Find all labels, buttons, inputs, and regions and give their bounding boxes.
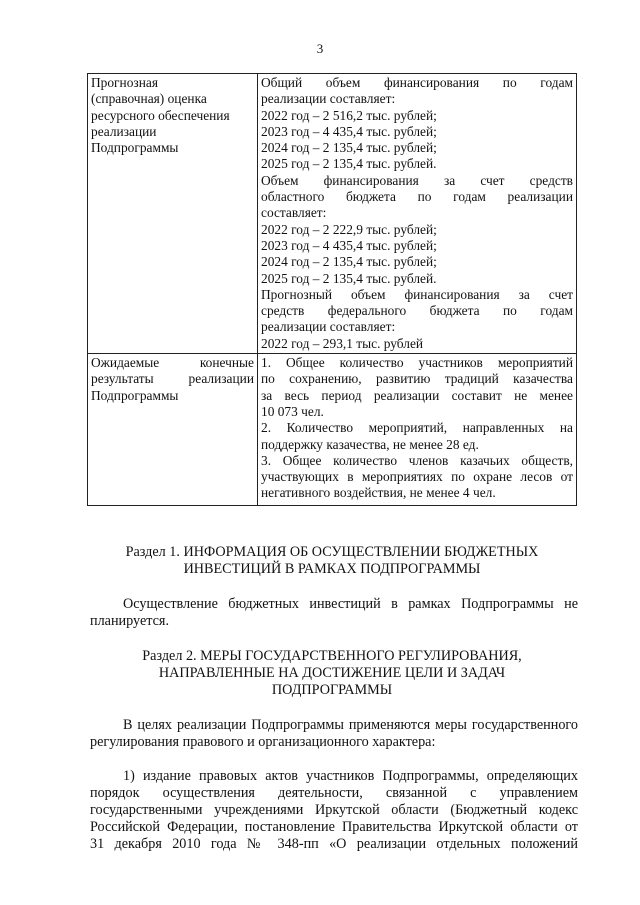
label-line: результаты реализации bbox=[91, 371, 254, 387]
result-line: 10 073 чел. bbox=[261, 403, 324, 419]
paragraph-line: В целях реализации Подпрограммы применяются меры государственного bbox=[123, 717, 578, 733]
result-line: 3. Общее количество членов казачьих обществ, bbox=[261, 452, 573, 468]
content-line: реализации составляет: bbox=[261, 91, 396, 107]
funding-year-line: 2023 год – 4 435,4 тыс. рублей; bbox=[261, 237, 437, 253]
paragraph-line: регулирования правового и организационного характера: bbox=[90, 734, 436, 750]
expected-results-label bbox=[88, 354, 258, 506]
content-line: составляет: bbox=[261, 205, 327, 221]
paragraph-line: 1) издание правовых актов участников Подпрограммы, определяющих bbox=[123, 768, 578, 784]
result-line: за весь период реализации составит не менее bbox=[261, 387, 573, 403]
heading-line: ИНВЕСТИЦИЙ В РАМКАХ ПОДПРОГРАММЫ bbox=[183, 561, 481, 577]
section2-paragraph-intro bbox=[90, 717, 578, 751]
paragraph-line: государственными учреждениями Иркутской области (Бюджетный кодекс bbox=[90, 802, 578, 818]
result-line: 1. Общее количество участников мероприятий bbox=[261, 355, 573, 371]
content-line: Общий объем финансирования по годам bbox=[261, 75, 573, 90]
funding-year-line: 2022 год – 293,1 тыс. рублей bbox=[261, 335, 424, 351]
funding-year-line: 2024 год – 2 135,4 тыс. рублей; bbox=[261, 254, 437, 270]
paragraph-line: 31 декабря 2010 года № 348-пп «О реализации отдельных положений bbox=[90, 836, 578, 852]
result-line: 2. Количество мероприятий, направленных на bbox=[261, 420, 573, 436]
funding-year-line: 2022 год – 2 516,2 тыс. рублей; bbox=[261, 107, 437, 123]
label-line: (справочная) оценка bbox=[91, 91, 207, 107]
content-line: средств федерального бюджета по годам bbox=[261, 303, 573, 319]
section2-heading bbox=[90, 648, 574, 699]
label-line: Ожидаемые конечные bbox=[91, 355, 254, 371]
result-line: по сохранению, развитию традиций казачества bbox=[261, 371, 573, 387]
heading-line: Раздел 1. ИНФОРМАЦИЯ ОБ ОСУЩЕСТВЛЕНИИ БЮДЖЕТНЫХ bbox=[125, 544, 539, 560]
label-line: Подпрограммы bbox=[91, 387, 179, 403]
label-line: ресурсного обеспечения bbox=[91, 107, 230, 123]
paragraph-line: планируется. bbox=[90, 613, 170, 629]
paragraph-line: Российской Федерации, постановление Правительства Иркутской области от bbox=[90, 819, 578, 835]
content-line: реализации составляет: bbox=[261, 319, 396, 335]
heading-line: НАПРАВЛЕННЫЕ НА ДОСТИЖЕНИЕ ЦЕЛИ И ЗАДАЧ bbox=[158, 665, 506, 681]
paragraph-line: порядок осуществления деятельности, связанной с управлением bbox=[90, 785, 578, 801]
label-line: Прогнозная bbox=[91, 75, 158, 90]
heading-line: ПОДПРОГРАММЫ bbox=[271, 682, 393, 698]
funding-year-line: 2023 год – 4 435,4 тыс. рублей; bbox=[261, 123, 437, 139]
subprogram-passport-table bbox=[87, 73, 577, 506]
resource-estimate-label bbox=[88, 74, 258, 354]
result-line: поддержку казачества, не менее 28 ед. bbox=[261, 436, 479, 452]
table-row-resource-estimate bbox=[88, 74, 577, 354]
funding-year-line: 2022 год – 2 222,9 тыс. рублей; bbox=[261, 221, 437, 237]
content-line: Объем финансирования за счет средств bbox=[261, 172, 573, 188]
result-line: участвующих в мероприятиях по охране лесов от bbox=[261, 469, 573, 485]
paragraph-line: Осуществление бюджетных инвестиций в рамках Подпрограммы не bbox=[123, 596, 578, 612]
section1-paragraph bbox=[90, 596, 578, 630]
content-line: Прогнозный объем финансирования за счет bbox=[261, 286, 573, 302]
funding-year-line: 2025 год – 2 135,4 тыс. рублей. bbox=[261, 156, 437, 172]
page-number: 3 bbox=[316, 41, 324, 56]
section1-heading bbox=[90, 544, 574, 578]
table-row-expected-results bbox=[88, 354, 577, 506]
label-line: Подпрограммы bbox=[91, 140, 179, 156]
funding-year-line: 2025 год – 2 135,4 тыс. рублей. bbox=[261, 270, 437, 286]
expected-results-content bbox=[258, 354, 577, 506]
heading-line: Раздел 2. МЕРЫ ГОСУДАРСТВЕННОГО РЕГУЛИРОВАНИЯ, bbox=[142, 648, 522, 664]
result-line: негативного воздействия, не менее 4 чел. bbox=[261, 485, 496, 501]
funding-year-line: 2024 год – 2 135,4 тыс. рублей; bbox=[261, 140, 437, 156]
resource-estimate-content bbox=[258, 74, 577, 354]
label-line: реализации bbox=[91, 123, 157, 139]
section2-paragraph-measure-1 bbox=[90, 768, 578, 853]
content-line: областного бюджета по годам реализации bbox=[261, 189, 573, 205]
